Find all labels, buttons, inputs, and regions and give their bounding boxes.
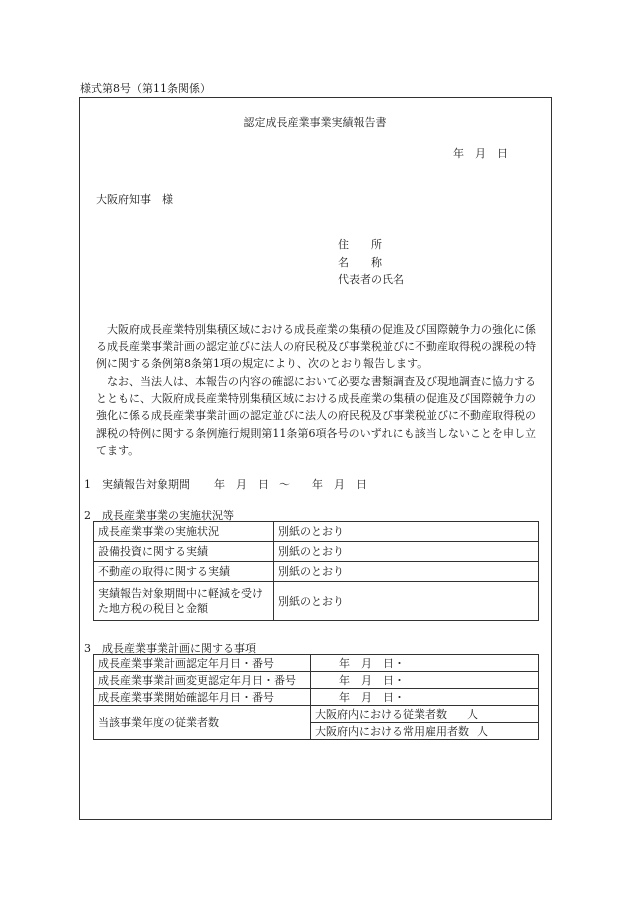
report-date-line: 年 月 日 — [453, 147, 508, 160]
table-row — [94, 689, 539, 706]
section-2-title: 2 成長産業事業の実施状況等 — [84, 509, 234, 522]
section-3-title: 3 成長産業事業計画に関する事項 — [84, 642, 256, 655]
row-label: 実績報告対象期間中に軽減を受けた地方税の税目と金額 — [94, 582, 274, 621]
applicant-representative-label: 代表者の氏名 — [338, 273, 404, 286]
period-tilde: ～ — [279, 478, 290, 491]
row-value: 別紙のとおり — [274, 542, 539, 562]
row-value: 別紙のとおり — [274, 522, 539, 542]
period-start-date: 年 月 日 — [214, 478, 269, 491]
row-label: 不動産の取得に関する実績 — [94, 562, 274, 582]
applicant-name-label: 名 称 — [338, 256, 382, 269]
business-plan-table — [93, 654, 539, 740]
table-row — [94, 655, 539, 672]
table-row — [94, 542, 539, 562]
employee-count-label: 当該事業年度の従業者数 — [94, 706, 311, 740]
table-row — [94, 672, 539, 689]
row-value: 別紙のとおり — [274, 562, 539, 582]
table-row — [94, 562, 539, 582]
row-label: 設備投資に関する実績 — [94, 542, 274, 562]
row-label: 成長産業事業計画変更認定年月日・番号 — [94, 672, 311, 689]
employees-unit: 人 — [467, 707, 478, 721]
table-row — [94, 706, 539, 723]
row-label: 成長産業事業計画認定年月日・番号 — [94, 655, 311, 672]
document-title: 認定成長産業事業実績報告書 — [243, 116, 387, 129]
row-value: 年 月 日・ — [311, 689, 539, 706]
table-row — [94, 582, 539, 621]
employees-label: 大阪府内における従業者数 — [315, 707, 447, 721]
section-1-period — [84, 476, 367, 492]
body-paragraph-1: 大阪府成長産業特別集積区域における成長産業の集積の促進及び国際競争力の強化に係る成長産業事業計画の認定並びに法人の府民税及び事業税並びに不動産取得税の課税の特例に関する条例第8条第1項の規定により、次のとおり報告します。 — [96, 323, 536, 371]
regular-employees-unit: 人 — [477, 724, 488, 738]
form-number-label: 様式第8号（第11条関係） — [80, 82, 211, 95]
addressee: 大阪府知事 様 — [96, 193, 173, 206]
body-paragraph-2: なお、当法人は、本報告の内容の確認において必要な書類調査及び現地調査に協力するとともに、大阪府成長産業特別集積区域における成長産業の集積の促進及び国際競争力の強化に係る成長産業事業計画の認定並びに法人の府民税及び事業税並びに不動産取得税の課税の特例に関する条例施行規則第11条第6項各号のいずれにも該当しないことを申し立てます。 — [96, 375, 536, 457]
row-label: 成長産業事業の実施状況 — [94, 522, 274, 542]
period-end-date: 年 月 日 — [312, 478, 367, 491]
applicant-address-label: 住 所 — [338, 238, 382, 251]
row-value: 年 月 日・ — [311, 655, 539, 672]
regular-employees-label: 大阪府内における常用雇用者数 — [315, 724, 469, 738]
row-label: 成長産業事業開始確認年月日・番号 — [94, 689, 311, 706]
regular-employee-count-row — [311, 723, 539, 740]
row-value: 年 月 日・ — [311, 672, 539, 689]
implementation-status-table — [93, 521, 539, 621]
table-row — [94, 522, 539, 542]
row-value: 別紙のとおり — [274, 582, 539, 621]
employee-count-row — [311, 706, 539, 723]
section-1-label: 1 実績報告対象期間 — [84, 478, 190, 491]
